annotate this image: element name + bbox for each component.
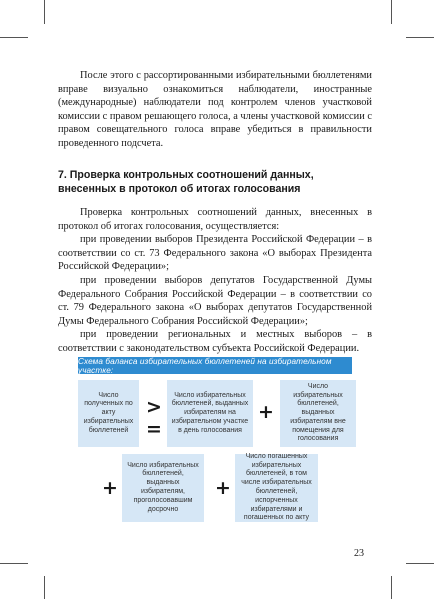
box-cancelled-ballots: Число погашенных избирательных бюллетеней, в том числе избирательных бюллетеней, испорченных избирателями и погашенных по акту [235, 454, 318, 522]
page-number: 23 [354, 548, 364, 559]
section-heading-line: внесенных в протокол об итогах голосования [58, 182, 301, 195]
greater-than-sign: > [146, 396, 162, 418]
crop-mark [406, 563, 434, 564]
box-received-ballots: Число полученных по акту избирательных бюллетеней [78, 380, 139, 447]
crop-mark [0, 563, 28, 564]
crop-mark [406, 37, 434, 38]
box-issued-on-day: Число избирательных бюллетеней, выданных избирателям на избирательном участке в день голосования [167, 380, 253, 447]
plus-sign: + [102, 477, 118, 499]
plus-sign: + [258, 401, 274, 423]
section-body [58, 206, 372, 356]
president-paragraph: при проведении выборов Президента Российской Федерации – в соответствии со ст. 73 Федерального закона «О выборах Президента Российской Федерации»; [58, 234, 372, 273]
section-heading [58, 169, 358, 196]
section-heading-line: 7. Проверка контрольных соотношений данных, [58, 169, 314, 181]
crop-mark [0, 37, 28, 38]
crop-mark [391, 0, 392, 24]
equals-sign: = [146, 418, 162, 440]
box-issued-early: Число избирательных бюллетеней, выданных избирателям, проголосовавшим досрочно [122, 454, 204, 522]
box-issued-outside: Число избирательных бюллетеней, выданных избирателям вне помещения для голосования [280, 380, 356, 447]
intro-paragraph: После этого с рассортированными избирательными бюллетенями вправе визуально ознакомиться наблюдатели, иностранные (международные) наблюдатели под контролем членов участковой комиссии с правом решающего голоса, а члены участковой комиссии с правом совещательного голоса вправе убедиться в правильности проведенного подсчета. [58, 70, 372, 149]
plus-sign: + [215, 477, 231, 499]
check-paragraph: Проверка контрольных соотношений данных, внесенных в протокол об итогах голосования, осуществляется: [58, 207, 372, 232]
crop-mark [44, 576, 45, 599]
crop-mark [44, 0, 45, 24]
crop-mark [391, 576, 392, 599]
duma-paragraph: при проведении выборов депутатов Государственной Думы Федерального Собрания Российской Федерации – в соответствии со ст. 79 Федерального закона «О выборах депутатов Государственной Думы Федерального Собрания Российской Федерации»; [58, 274, 372, 327]
regional-paragraph: при проведении региональных и местных выборов – в соответствии с законодательством субъекта Российской Федерации. [58, 329, 372, 354]
scheme-title: Схема баланса избирательных бюллетеней на избирательном участке: [78, 357, 352, 374]
